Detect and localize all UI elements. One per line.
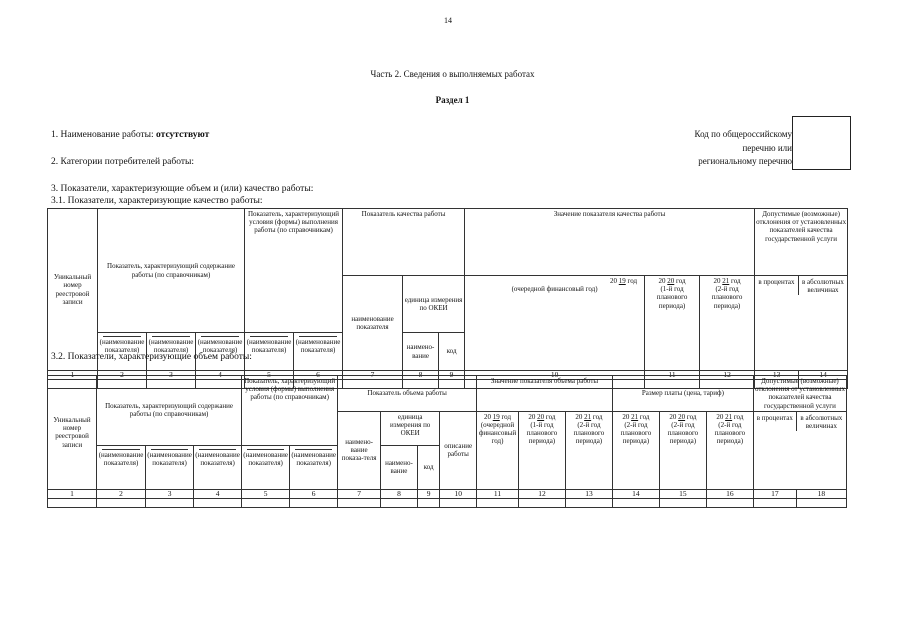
- table-row[interactable]: [48, 499, 847, 508]
- year3-value: 21: [722, 277, 730, 285]
- fee-year2-header: 20 20 год (2-й год планового периода): [659, 411, 706, 489]
- content-subname-2: (наименование показателя): [147, 333, 196, 371]
- volume-indicator-header: Показатель объема работы: [338, 376, 477, 412]
- code-box[interactable]: [792, 116, 851, 170]
- unit-name-header: наимено-вание: [403, 333, 439, 371]
- year3-desc: (2-й год планового периода): [711, 285, 743, 310]
- col-number: 8: [381, 489, 418, 498]
- conditions-indicator-header: Показатель, характеризующий условия (формы) выполнения работы (по справочникам): [245, 209, 343, 333]
- unique-number-header: Уникальный номер реестровой записи: [48, 209, 98, 371]
- col-number: 1: [48, 371, 98, 380]
- conditions-subname-1: (наименование показателя): [242, 445, 290, 489]
- unit-code-header: код: [439, 333, 465, 371]
- unit-header: единица измерения по ОКЕИ: [403, 276, 465, 333]
- code-label-line3: региональному перечню: [698, 156, 792, 166]
- absolute-header: в абсолютных величинах: [802, 278, 844, 295]
- col-number: 18: [796, 489, 846, 498]
- col-number: 2: [98, 371, 147, 380]
- col-number: 5: [242, 489, 290, 498]
- content-subname-1: (наименование показателя): [98, 333, 147, 371]
- volume-table: [47, 375, 847, 508]
- col-number: 12: [700, 371, 755, 380]
- vol-year2-header: 20 20 год (1-й год планового периода): [518, 411, 565, 489]
- fee-year1-header: 20 21 год (2-й год планового периода): [612, 411, 659, 489]
- col-number: 12: [518, 489, 565, 498]
- page-number: 14: [444, 16, 452, 25]
- col-number: 7: [343, 371, 403, 380]
- quality-value-header: Значение показателя качества работы: [465, 209, 755, 276]
- content-indicator-header: Показатель, характеризующий содержание работы (по справочникам): [97, 376, 242, 446]
- col-number: 9: [417, 489, 439, 498]
- col-number: 11: [477, 489, 519, 498]
- col-number: 6: [290, 489, 338, 498]
- table1-caption: 3.1. Показатели, характеризующие качество работы:: [51, 196, 263, 206]
- col-number: 9: [439, 371, 465, 380]
- year2-header: 20 20 год (1-й год планового периода): [645, 276, 700, 371]
- year1-header: 20 19 год (очередной финансовый год): [465, 276, 645, 371]
- col-number: 16: [706, 489, 753, 498]
- deviations-header: Допустимые (возможные) отклонения от установленных показателей качества государственной услуги: [754, 377, 845, 410]
- section-title: Раздел 1: [435, 95, 470, 105]
- unique-number-header: Уникальный номер реестровой записи: [48, 376, 97, 490]
- year3-header: 20 21 год (2-й год планового периода): [700, 276, 755, 371]
- table2-caption: 3.2. Показатели, характеризующие объем работы:: [51, 352, 252, 362]
- fee-year3-header: 20 21 год (2-й год планового периода): [706, 411, 753, 489]
- code-label-line1: Код по общероссийскому: [694, 129, 792, 139]
- col-number: 6: [294, 371, 343, 380]
- col-number: 7: [338, 489, 381, 498]
- unit-code-header: код: [417, 445, 439, 489]
- indicators-label: 3. Показатели, характеризующие объем и (или) качество работы:: [51, 184, 314, 194]
- conditions-subname-1: (наименование показателя): [245, 333, 294, 371]
- year1-desc: (очередной финансовый год): [511, 285, 598, 294]
- conditions-indicator-header: Показатель, характеризующий условия (формы) выполнения работы (по справочникам): [242, 376, 338, 446]
- col-number: 17: [753, 489, 796, 498]
- volume-value-header: Значение показателя объема работы: [477, 376, 613, 412]
- content-subname-1: (наименование показателя): [97, 445, 146, 489]
- deviations-subheader: [753, 411, 846, 489]
- deviations-header: Допустимые (возможные) отклонения от установленных показателей качества государственной услуги: [755, 209, 848, 276]
- conditions-subname-2: (наименование показателя): [290, 445, 338, 489]
- col-number: 4: [194, 489, 242, 498]
- content-indicator-header: Показатель, характеризующий содержание работы (по справочникам): [98, 209, 245, 333]
- work-name-line: [51, 130, 209, 140]
- col-number: 4: [196, 371, 245, 380]
- col-number: 11: [645, 371, 700, 380]
- col-number: 13: [565, 489, 612, 498]
- vol-year1-header: 20 19 год (очередной финансовый год): [477, 411, 519, 489]
- unit-header: единица измерения по ОКЕИ: [381, 411, 440, 445]
- col-number: 10: [465, 371, 645, 380]
- vol-year3-header: 20 21 год (2-й год планового периода): [565, 411, 612, 489]
- col-number: 3: [147, 371, 196, 380]
- year2-desc: (1-й год планового периода): [656, 285, 688, 310]
- col-number: 1: [48, 489, 97, 498]
- consumer-categories-label: 2. Категории потребителей работы:: [51, 157, 194, 167]
- code-label: [640, 128, 792, 169]
- percent-header: в процентах: [755, 276, 798, 295]
- col-number: 3: [146, 489, 194, 498]
- content-subname-3: (наименование показателя): [194, 445, 242, 489]
- content-subname-2: (наименование показателя): [146, 445, 194, 489]
- quality-indicator-header: Показатель качества работы: [343, 209, 465, 276]
- work-name-label: 1. Наименование работы:: [51, 130, 154, 140]
- content-subname-3: (наименование показателя): [196, 333, 245, 371]
- absolute-header: в абсолютных величинах: [800, 413, 843, 431]
- year2-value: 20: [667, 277, 675, 285]
- percent-header: в процентах: [754, 412, 796, 431]
- col-number: 15: [659, 489, 706, 498]
- conditions-subname-2: (наименование показателя): [294, 333, 343, 371]
- deviations-subheader: [755, 276, 848, 371]
- quality-table: [47, 208, 848, 389]
- column-numbers-row: [48, 489, 847, 498]
- indicator-name-header: наименование показателя: [343, 276, 403, 371]
- work-description-header: описание работы: [440, 411, 477, 489]
- unit-name-header: наимено-вание: [381, 445, 418, 489]
- part-title: Часть 2. Сведения о выполняемых работах: [370, 69, 535, 79]
- col-number: 8: [403, 371, 439, 380]
- col-number: 14: [612, 489, 659, 498]
- col-number: 10: [440, 489, 477, 498]
- year1-value: 19: [618, 277, 626, 285]
- col-number: 14: [799, 371, 848, 380]
- fee-header: Размер платы (цена, тариф): [612, 376, 753, 412]
- col-number: 13: [755, 371, 799, 380]
- code-label-line2: перечню или: [742, 142, 792, 153]
- col-number: 2: [97, 489, 146, 498]
- work-name-value: отсутствуют: [156, 130, 210, 140]
- indicator-name-header: наимено-вание показа-теля: [338, 411, 381, 489]
- col-number: 5: [245, 371, 294, 380]
